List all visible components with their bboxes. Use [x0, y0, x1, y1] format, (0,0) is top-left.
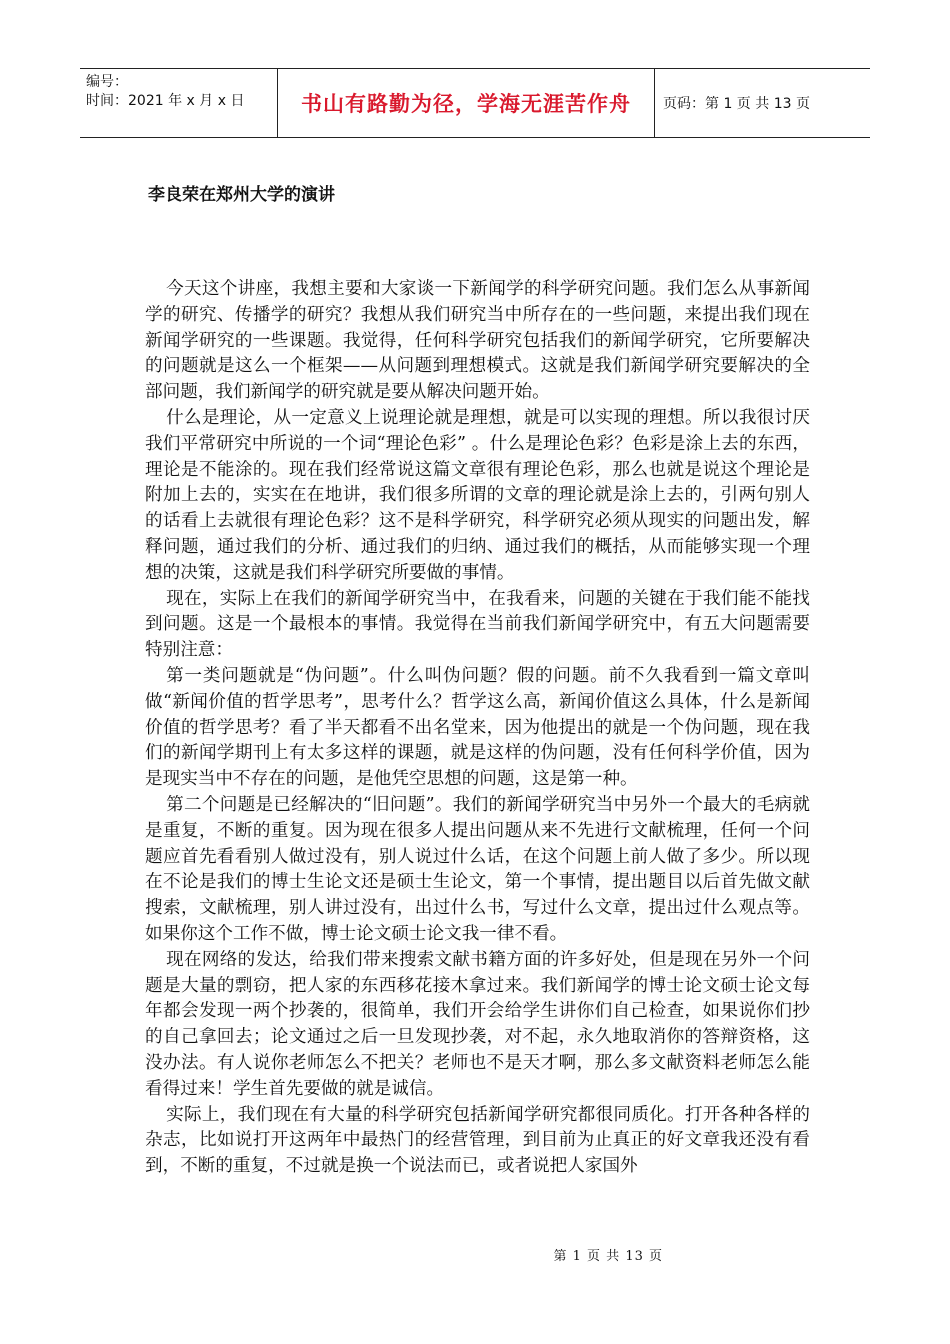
- header-page-label: 页码：第 1 页 共 13 页: [663, 96, 810, 112]
- header-meta: [80, 69, 278, 137]
- paragraph: 第二个问题是已经解决的“旧问题”。我们的新闻学研究当中另外一个最大的毛病就是重复，不断的重复。因为现在很多人提出问题从来不先进行文献梳理，任何一个问题应首先看看别人做过没有，别人说过什么话，在这个问题上前人做了多少。所以现在不论是我们的博士生论文还是硕士生论文，第一个事情，提出题目以后首先做文献搜索，文献梳理，别人讲过没有，出过什么书，写过什么文章，提出过什么观点等。如果你这个工作不做，博士论文硕士论文我一律不看。: [145, 794, 810, 944]
- paragraph: 现在网络的发达，给我们带来搜索文献书籍方面的许多好处，但是现在另外一个问题是大量的剽窃，把人家的东西移花接木拿过来。我们新闻学的博士论文硕士论文每年都会发现一两个抄袭的，很简单，我们开会给学生讲你们自己检查，如果说你们抄的自己拿回去；论文通过之后一旦发现抄袭，对不起，永久地取消你的答辩资格，这没办法。有人说你老师怎么不把关？老师也不是天才啊，那么多文献资料老师怎么能看得过来！学生首先要做的就是诚信。: [145, 949, 810, 1099]
- document-date-label: 时间：2021 年 x 月 x 日: [86, 93, 245, 109]
- paragraph: 什么是理论，从一定意义上说理论就是理想，就是可以实现的理想。所以我很讨厌我们平常研究中所说的一个词“理论色彩” 。什么是理论色彩？色彩是涂上去的东西，理论是不能涂的。现在我们经常说这篇文章很有理论色彩，那么也就是说这个理论是附加上去的，实实在在地讲，我们很多所谓的文章的理论就是涂上去的，引两句别人的话看上去就很有理论色彩？这不是科学研究，科学研究必须从现实的问题出发，解释问题，通过我们的分析、通过我们的归纳、通过我们的概括，从而能够实现一个理想的决策，这就是我们科学研究所要做的事情。: [145, 407, 810, 583]
- paragraph: 第一类问题就是“伪问题”。什么叫伪问题？假的问题。前不久我看到一篇文章叫做“新闻价值的哲学思考”，思考什么？哲学这么高，新闻价值这么具体，什么是新闻价值的哲学思考？看了半天都看不出名堂来，因为他提出的就是一个伪问题，现在我们的新闻学期刊上有太多这样的课题，就是这样的伪问题，没有任何科学价值，因为是现实当中不存在的问题，是他凭空思想的问题，这是第一种。: [145, 665, 810, 790]
- page-footer: 第 1 页 共 13 页: [553, 1249, 663, 1264]
- document-body: [145, 277, 810, 1180]
- paragraph: 实际上，我们现在有大量的科学研究包括新闻学研究都很同质化。打开各种各样的杂志，比如说打开这两年中最热门的经营管理，到目前为止真正的好文章我还没有看到，不断的重复，不过就是换一个说法而已，或者说把人家国外: [145, 1104, 810, 1177]
- document-number-label: 编号：: [86, 74, 128, 90]
- paragraph: 今天这个讲座，我想主要和大家谈一下新闻学的科学研究问题。我们怎么从事新闻学的研究、传播学的研究？我想从我们研究当中所存在的一些问题，来提出我们现在新闻学研究的一些课题。我觉得，任何科学研究包括我们的新闻学研究，它所要解决的问题就是这么一个框架——从问题到理想模式。这就是我们新闻学研究要解决的全部问题，我们新闻学的研究就是要从解决问题开始。: [145, 279, 810, 403]
- header-motto: 书山有路勤为径，学海无涯苦作舟: [278, 69, 655, 137]
- document-title: 李良荣在郑州大学的演讲: [148, 185, 335, 205]
- paragraph: 现在，实际上在我们的新闻学研究当中，在我看来，问题的关键在于我们能不能找到问题。这是一个最根本的事情。我觉得在当前我们新闻学研究中，有五大问题需要特别注意：: [145, 588, 810, 661]
- page-header: [80, 68, 870, 138]
